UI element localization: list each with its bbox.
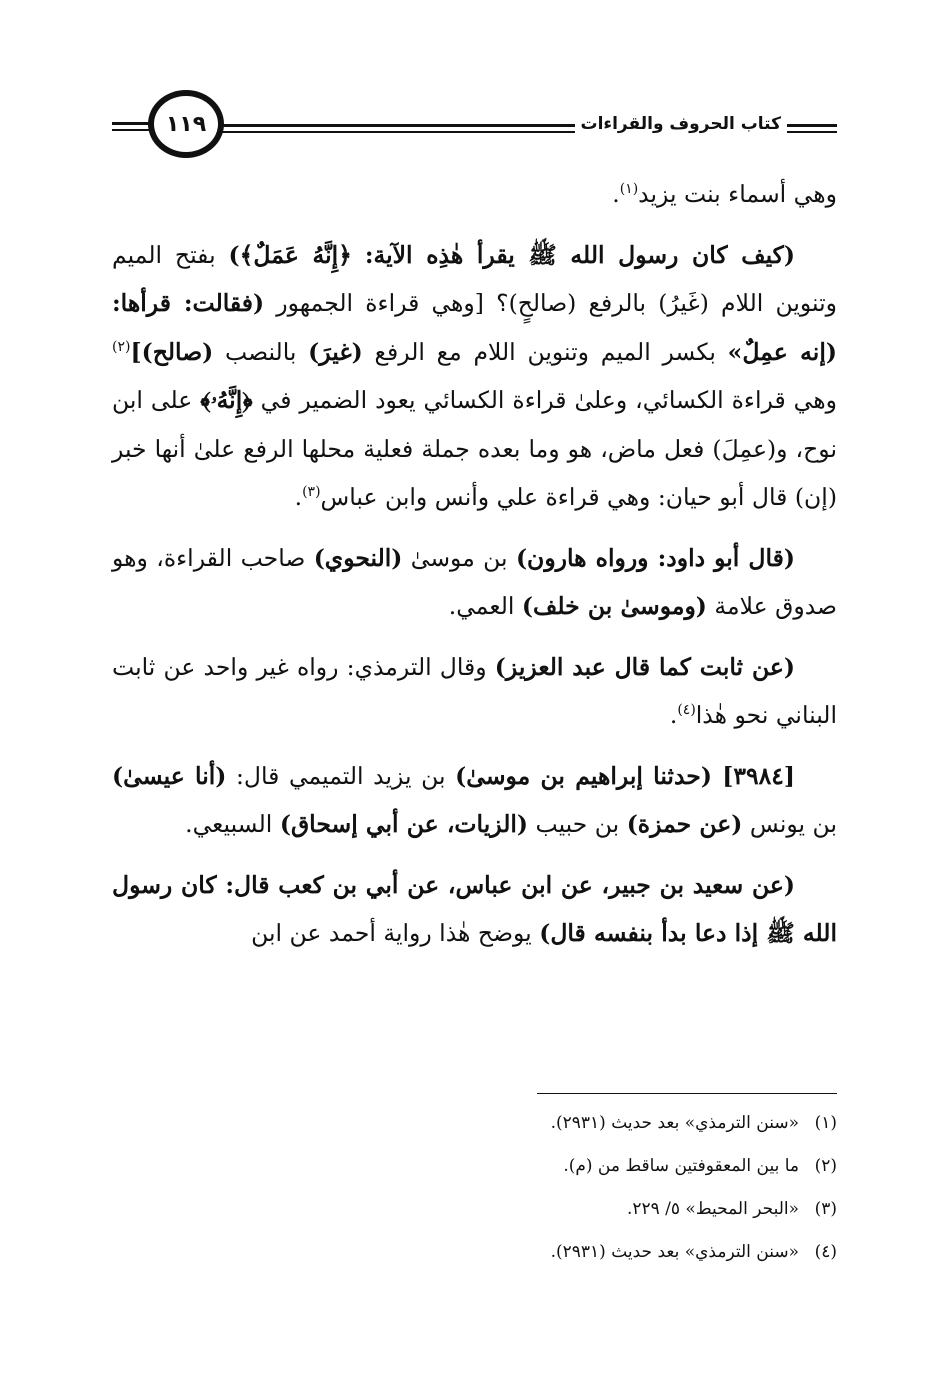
text-span: بن يزيد التميمي قال:	[236, 761, 446, 790]
bold-span: (فقالت: قرأها: (إنه عمِلٌ»	[112, 289, 837, 366]
footnote-ref: (٤)	[677, 702, 696, 719]
footnote-text: «سنن الترمذي» بعد حديث (٢٩٣١).	[550, 1113, 799, 1133]
text-span: صاحب القراءة، وهو صدوق علامة	[112, 543, 837, 620]
text-span: العمي.	[448, 592, 515, 620]
text-span: .	[669, 701, 678, 729]
bold-span: (صالح)]	[130, 337, 214, 366]
page-header	[112, 82, 837, 182]
text-span: بن حبيب	[535, 810, 620, 838]
footnote-text: «البحر المحيط» ٥/ ٢٢٩.	[626, 1199, 799, 1219]
hadith-number: [٣٩٨٤] (حدثنا إبراهيم بن موسىٰ)	[455, 761, 795, 790]
text-span: بن موسىٰ	[410, 543, 508, 572]
quran-quote: ﴿إِنَّهُۥ﴾	[200, 386, 253, 414]
bold-span: (عن سعيد بن جبير، عن ابن عباس، عن أبي بن كعب قال: كان رسول الله ﷺ إذا دعا بدأ بنفسه قال)	[112, 870, 837, 947]
footnote-item	[112, 1102, 837, 1145]
bold-span: (عن ثابت كما قال عبد العزيز)	[494, 652, 795, 681]
text-span: .	[612, 180, 620, 208]
text-span: وهي أسماء بنت يزيد	[638, 180, 837, 208]
footnote-number: (٣)	[814, 1199, 837, 1219]
footnote-ref: (٢)	[112, 338, 131, 355]
text-span: السبيعي.	[185, 810, 273, 838]
bold-span: (أنا عيسىٰ)	[112, 761, 227, 790]
quran-quote: ﴿إِنَّهُ عَمَلٌ﴾)	[228, 240, 352, 269]
text-span: يوضح هٰذا رواية أحمد عن ابن	[251, 919, 532, 947]
paragraph	[112, 170, 837, 219]
text-span: .	[294, 483, 303, 511]
footnote-text: «سنن الترمذي» بعد حديث (٢٩٣١).	[550, 1242, 799, 1262]
text-span: بكسر الميم وتنوين اللام مع الرفع	[374, 337, 716, 366]
paragraph	[112, 534, 837, 631]
header-rule-left-thin	[112, 129, 152, 131]
bold-span: (قال أبو داود: ورواه هارون)	[515, 543, 795, 572]
footnote-number: (٤)	[814, 1242, 837, 1262]
bold-span: (وموسىٰ بن خلف)	[521, 592, 707, 620]
paragraph	[112, 752, 837, 849]
footnote-item	[112, 1188, 837, 1231]
bold-span: (عن حمزة)	[626, 810, 743, 838]
bold-span: (كيف كان رسول الله ﷺ يقرأ هٰذِه الآية:	[364, 240, 795, 269]
footnotes	[112, 1102, 837, 1274]
text-span: بن يونس	[749, 810, 837, 838]
paragraph	[112, 231, 837, 522]
bold-span: (النحوي)	[313, 543, 403, 572]
text-span: بفتح الميم وتنوين اللام (غَيرُ) بالرفع (صالحٍ)؟ [وهي قراءة الجمهور	[112, 240, 837, 317]
footnote-item	[112, 1145, 837, 1188]
text-span: وهي قراءة الكسائي، وعلىٰ قراءة الكسائي يعود الضمير في	[260, 386, 837, 414]
bold-span: (الزيات، عن أبي إسحاق)	[279, 810, 529, 838]
main-text	[112, 170, 837, 970]
header-rule-left	[112, 122, 152, 125]
text-span: على ابن نوح، و(عمِلَ) فعل ماض، هو وما بعده جملة فعلية محلها الرفع علىٰ أنها خبر (إن) قال أبو حيان: وهي قراءة علي وأنس وابن عباس	[112, 386, 837, 511]
paragraph	[112, 861, 837, 958]
footnote-item	[112, 1231, 837, 1274]
footnote-text: ما بين المعقوفتين ساقط من (م).	[563, 1156, 799, 1176]
footnote-ref: (١)	[619, 181, 639, 198]
footnote-number: (٢)	[814, 1156, 837, 1176]
text-span: وقال الترمذي: رواه غير واحد عن ثابت البناني نحو هٰذا	[112, 652, 837, 729]
book-title: كتاب الحروف والقراءات	[575, 114, 788, 134]
footnote-number: (١)	[814, 1113, 837, 1133]
footnote-ref: (٣)	[302, 484, 321, 501]
bold-span: (غيرَ)	[308, 337, 363, 366]
paragraph	[112, 643, 837, 740]
text-span: بالنصب	[225, 337, 297, 366]
page-number: ١١٩	[148, 90, 224, 158]
footnote-divider	[537, 1093, 837, 1094]
